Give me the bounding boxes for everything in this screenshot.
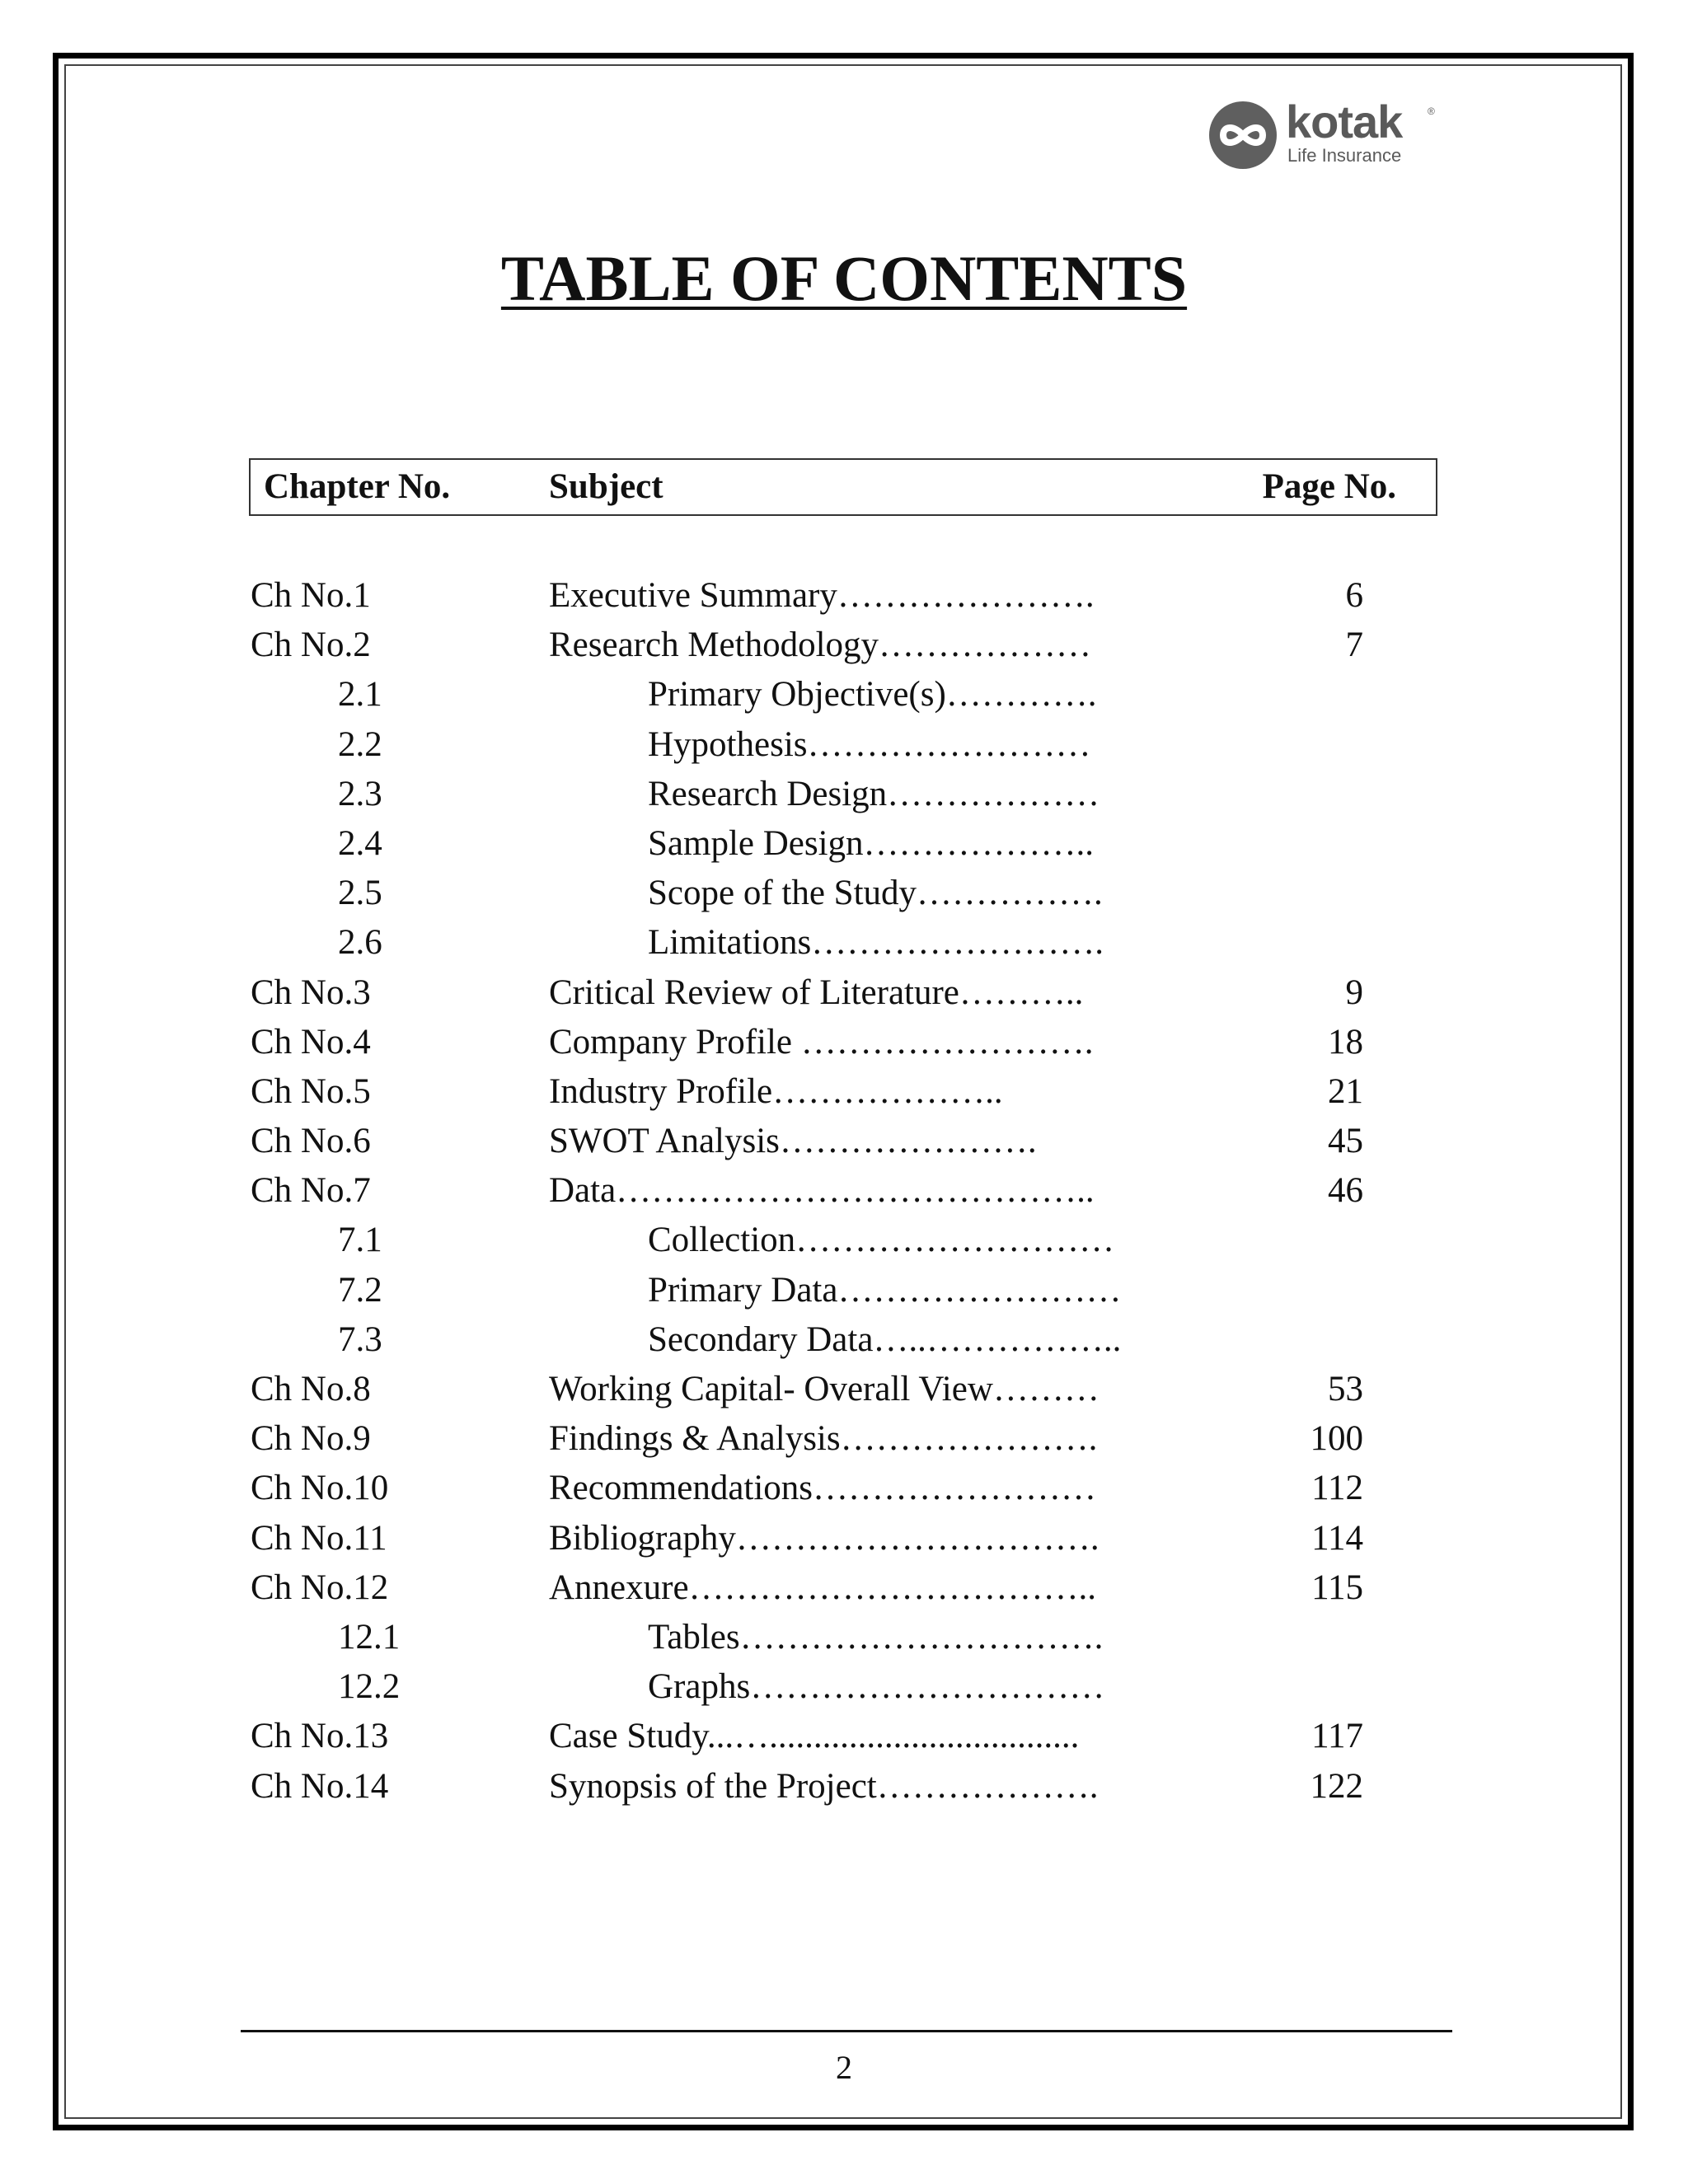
toc-chapter-no: Ch No.10 bbox=[251, 1469, 389, 1508]
toc-subsection-row bbox=[0, 1216, 1688, 1265]
toc-subject: Limitations……………………. bbox=[648, 923, 1104, 963]
toc-chapter-no: Ch No.14 bbox=[251, 1766, 389, 1806]
toc-list bbox=[0, 571, 1688, 1811]
toc-chapter-no: Ch No.13 bbox=[251, 1717, 389, 1756]
page-title bbox=[0, 239, 1688, 318]
toc-page-no: 53 bbox=[1328, 1370, 1363, 1408]
toc-chapter-no: Ch No.11 bbox=[251, 1518, 387, 1558]
toc-chapter-no: Ch No.7 bbox=[251, 1171, 371, 1211]
toc-subject: Data………………………………….. bbox=[549, 1171, 1095, 1211]
toc-chapter-row bbox=[0, 1762, 1688, 1811]
toc-page-no: 9 bbox=[1345, 972, 1363, 1012]
toc-chapter-no: 7.1 bbox=[338, 1221, 382, 1260]
toc-chapter-no: 2.6 bbox=[338, 923, 382, 963]
header-subject: Subject bbox=[549, 467, 663, 506]
toc-page-no: 21 bbox=[1328, 1071, 1363, 1111]
toc-chapter-row bbox=[0, 1712, 1688, 1761]
toc-header-row bbox=[249, 458, 1437, 516]
toc-page-no: 18 bbox=[1328, 1022, 1363, 1062]
toc-chapter-no: 7.2 bbox=[338, 1270, 382, 1310]
toc-subsection-row bbox=[0, 1315, 1688, 1365]
toc-chapter-row bbox=[0, 1414, 1688, 1464]
logo-registered-mark: ® bbox=[1428, 105, 1435, 117]
toc-chapter-no: Ch No.8 bbox=[251, 1370, 371, 1408]
toc-chapter-no: Ch No.6 bbox=[251, 1122, 371, 1161]
toc-page-no: 45 bbox=[1328, 1122, 1363, 1161]
kotak-logo bbox=[1208, 97, 1447, 171]
toc-subject: Case Study...…................................... bbox=[549, 1717, 1080, 1756]
toc-subject: Collection……………………… bbox=[648, 1221, 1115, 1260]
toc-subject: Findings & Analysis…………………. bbox=[549, 1419, 1098, 1459]
toc-chapter-row bbox=[0, 621, 1688, 670]
toc-chapter-no: 2.5 bbox=[338, 874, 382, 913]
toc-subject: Industry Profile……………….. bbox=[549, 1071, 1003, 1111]
toc-subject: Working Capital- Overall View……… bbox=[549, 1370, 1100, 1408]
logo-subtitle: Life Insurance bbox=[1287, 145, 1402, 166]
toc-subject: Primary Objective(s)…………. bbox=[648, 675, 1097, 715]
toc-subject: Graphs………………………… bbox=[648, 1667, 1105, 1707]
toc-chapter-no: 2.4 bbox=[338, 823, 382, 863]
toc-subsection-row bbox=[0, 869, 1688, 918]
header-chapter-no: Chapter No. bbox=[264, 467, 451, 506]
toc-subsection-row bbox=[0, 1266, 1688, 1315]
toc-subsection-row bbox=[0, 1613, 1688, 1662]
toc-chapter-row bbox=[0, 1067, 1688, 1117]
toc-page-no: 6 bbox=[1345, 576, 1363, 615]
kotak-infinity-logo-icon bbox=[1208, 101, 1278, 170]
toc-chapter-no: Ch No.2 bbox=[251, 626, 371, 665]
page-title-text: TABLE OF CONTENTS bbox=[500, 242, 1188, 314]
toc-chapter-row bbox=[0, 968, 1688, 1018]
toc-chapter-no: Ch No.1 bbox=[251, 576, 371, 615]
toc-chapter-no: Ch No.12 bbox=[251, 1568, 389, 1607]
toc-subject: Tables…………………………. bbox=[648, 1617, 1104, 1657]
toc-page-no: 117 bbox=[1311, 1717, 1363, 1756]
toc-page-no: 114 bbox=[1311, 1518, 1363, 1558]
toc-chapter-row bbox=[0, 1117, 1688, 1166]
toc-page-no: 46 bbox=[1328, 1171, 1363, 1211]
toc-chapter-row bbox=[0, 1166, 1688, 1216]
toc-subject: Executive Summary…………………. bbox=[549, 576, 1095, 615]
toc-subsection-row bbox=[0, 1662, 1688, 1712]
toc-subject: Primary Data…………………… bbox=[648, 1270, 1122, 1310]
toc-chapter-row bbox=[0, 1018, 1688, 1067]
footer-divider bbox=[241, 2030, 1452, 2032]
toc-subject: Research Design……………… bbox=[648, 774, 1100, 813]
toc-subject: Bibliography…………………………. bbox=[549, 1518, 1100, 1558]
toc-subject: SWOT Analysis…………………. bbox=[549, 1122, 1037, 1161]
toc-subject: Scope of the Study……………. bbox=[648, 874, 1103, 913]
toc-chapter-no: 12.1 bbox=[338, 1617, 401, 1657]
toc-subject: Sample Design……………….. bbox=[648, 823, 1095, 863]
toc-chapter-row bbox=[0, 1514, 1688, 1563]
toc-subject: Critical Review of Literature……….. bbox=[549, 972, 1084, 1012]
toc-page-no: 115 bbox=[1311, 1568, 1363, 1607]
toc-page-no: 122 bbox=[1310, 1766, 1363, 1806]
toc-chapter-no: Ch No.3 bbox=[251, 972, 371, 1012]
toc-subject: Company Profile ……………………. bbox=[549, 1022, 1094, 1062]
toc-chapter-no: 2.2 bbox=[338, 724, 382, 764]
toc-subject: Hypothesis…………………… bbox=[648, 724, 1091, 764]
toc-subsection-row bbox=[0, 720, 1688, 770]
toc-subsection-row bbox=[0, 770, 1688, 819]
toc-chapter-row bbox=[0, 1464, 1688, 1513]
logo-brand-text: kotak bbox=[1286, 96, 1403, 148]
toc-chapter-no: 2.3 bbox=[338, 774, 382, 813]
toc-subject: Annexure…………………………….. bbox=[549, 1568, 1097, 1607]
toc-page-no: 112 bbox=[1311, 1469, 1363, 1508]
toc-subject: Secondary Data…..…………….. bbox=[648, 1319, 1122, 1359]
toc-subsection-row bbox=[0, 918, 1688, 968]
toc-chapter-row bbox=[0, 571, 1688, 621]
toc-subject: Research Methodology……………… bbox=[549, 626, 1092, 665]
page-number: 2 bbox=[836, 2049, 852, 2086]
toc-subject: Recommendations…………………… bbox=[549, 1469, 1097, 1508]
toc-chapter-no: Ch No.9 bbox=[251, 1419, 371, 1459]
toc-chapter-no: Ch No.4 bbox=[251, 1022, 371, 1062]
toc-chapter-no: 2.1 bbox=[338, 675, 382, 715]
toc-chapter-row bbox=[0, 1365, 1688, 1414]
toc-page-no: 7 bbox=[1345, 626, 1363, 665]
toc-chapter-no: 7.3 bbox=[338, 1319, 382, 1359]
toc-chapter-no: 12.2 bbox=[338, 1667, 401, 1707]
header-page-no: Page No. bbox=[1262, 467, 1396, 506]
toc-chapter-row bbox=[0, 1563, 1688, 1613]
toc-subsection-row bbox=[0, 819, 1688, 869]
toc-chapter-no: Ch No.5 bbox=[251, 1071, 371, 1111]
toc-subject: Synopsis of the Project………………. bbox=[549, 1766, 1099, 1806]
toc-subsection-row bbox=[0, 670, 1688, 719]
toc-page-no: 100 bbox=[1310, 1419, 1363, 1459]
